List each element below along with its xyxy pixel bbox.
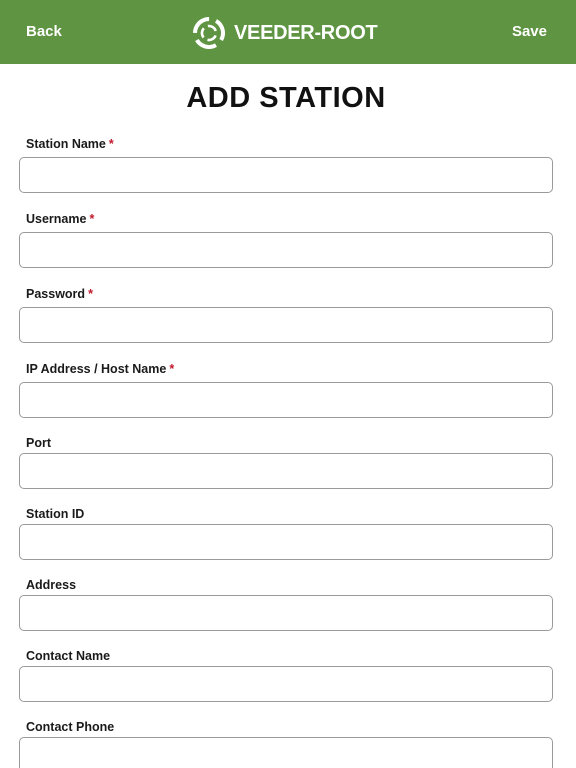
back-button[interactable]: Back (26, 23, 62, 40)
station-name-label-text: Station Name (26, 137, 106, 151)
port-label: Port (26, 436, 51, 450)
contact-name-label: Contact Name (26, 649, 111, 663)
password-input[interactable] (19, 307, 553, 343)
contact-phone-label: Contact Phone (26, 720, 115, 734)
required-marker: * (108, 137, 114, 151)
station-id-label: Station ID (26, 507, 85, 521)
header-bar (0, 0, 576, 64)
brand-name: VEEDER-ROOT (234, 21, 378, 44)
station-id-input[interactable] (19, 524, 553, 560)
password-label (26, 287, 93, 301)
page-title: ADD STATION (186, 82, 386, 114)
station-name-input[interactable] (19, 157, 553, 193)
ip-address-label-text: IP Address / Host Name (26, 362, 167, 376)
address-input[interactable] (19, 595, 553, 631)
station-name-label (26, 137, 114, 151)
save-button[interactable]: Save (511, 23, 547, 40)
required-marker: * (169, 362, 175, 376)
port-input[interactable] (19, 453, 553, 489)
ip-address-input[interactable] (19, 382, 553, 418)
ip-address-label (26, 362, 174, 376)
username-input[interactable] (19, 232, 553, 268)
username-label (26, 212, 94, 226)
veeder-root-logo-icon (192, 16, 226, 50)
address-label: Address (26, 578, 77, 592)
contact-phone-input[interactable] (19, 737, 553, 768)
password-label-text: Password (26, 287, 86, 301)
required-marker: * (89, 212, 95, 226)
brand-logo (192, 16, 377, 50)
required-marker: * (88, 287, 93, 301)
contact-name-input[interactable] (19, 666, 553, 702)
username-label-text: Username (26, 212, 87, 226)
